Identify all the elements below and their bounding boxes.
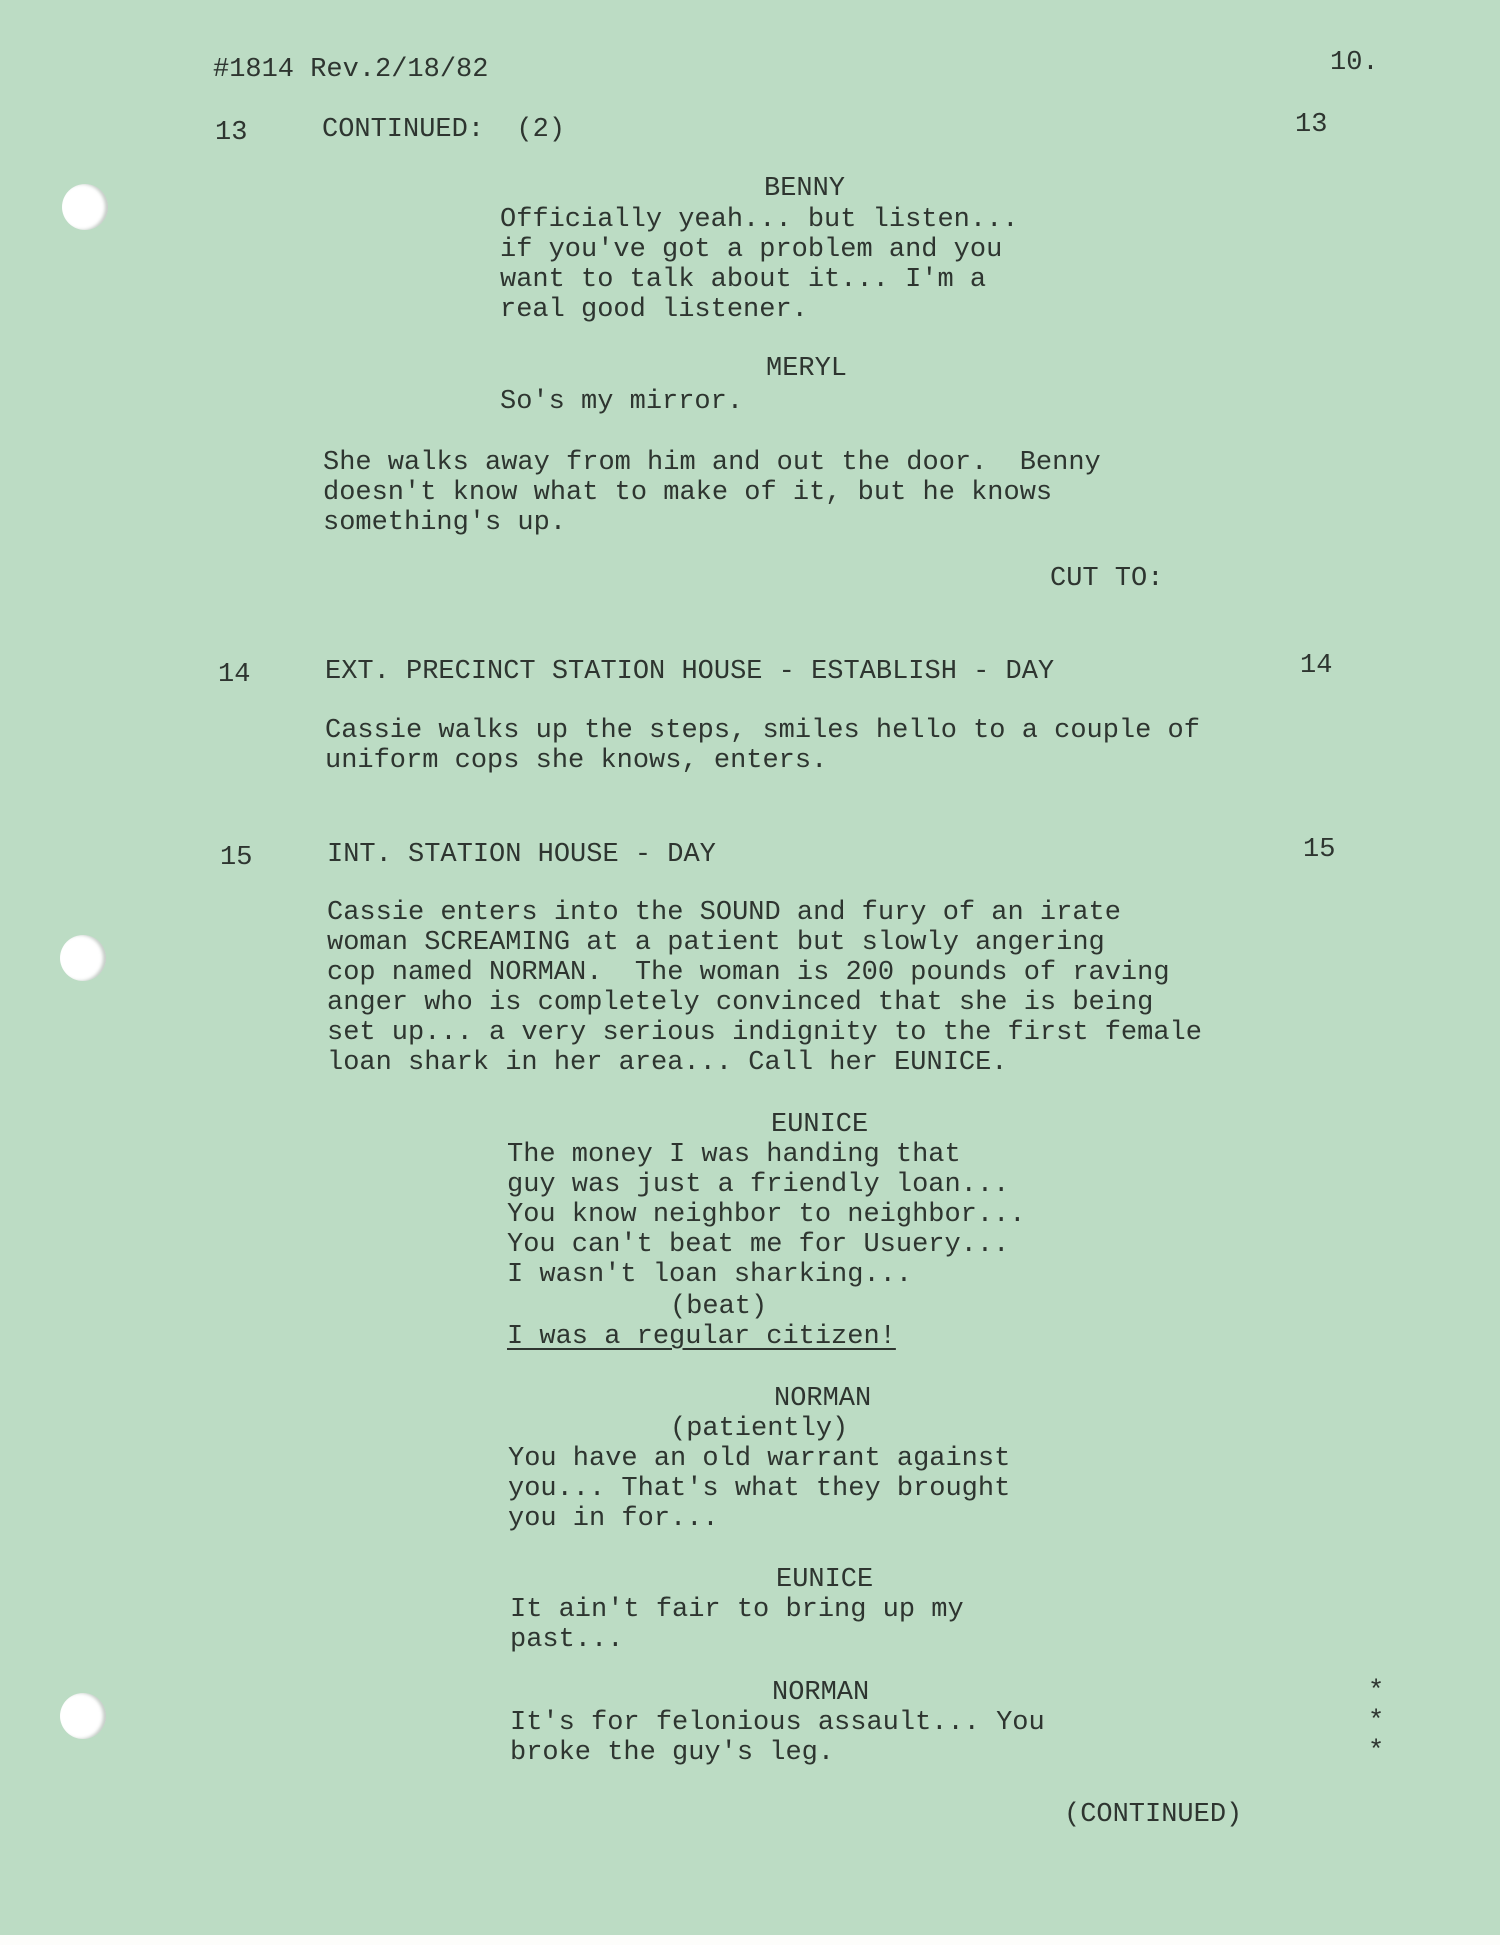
dialogue-line: You have an old warrant against xyxy=(508,1444,1011,1474)
scene-heading: INT. STATION HOUSE - DAY xyxy=(327,840,716,870)
scene-number-right: 13 xyxy=(1295,110,1328,140)
binder-hole-bottom xyxy=(60,1693,106,1739)
dialogue-line: You know neighbor to neighbor... xyxy=(507,1200,1026,1230)
character-name: EUNICE xyxy=(776,1565,874,1595)
action-line: anger who is completely convinced that she is being xyxy=(327,988,1154,1018)
action-block xyxy=(323,448,1101,538)
dialogue-block xyxy=(500,205,1018,325)
scene-heading: EXT. PRECINCT STATION HOUSE - ESTABLISH - DAY xyxy=(325,657,1055,687)
dialogue-line: broke the guy's leg. xyxy=(510,1738,835,1768)
continued-footer: (CONTINUED) xyxy=(1064,1800,1243,1830)
dialogue-line: So's my mirror. xyxy=(500,387,744,417)
action-line: something's up. xyxy=(323,508,567,538)
dialogue-line: I wasn't loan sharking... xyxy=(507,1260,913,1290)
dialogue-line: guy was just a friendly loan... xyxy=(507,1170,1010,1200)
page-number: 10. xyxy=(1330,48,1379,78)
dialogue-line: real good listener. xyxy=(500,295,808,325)
character-name: EUNICE xyxy=(771,1110,869,1140)
binder-hole-middle xyxy=(60,935,106,981)
dialogue-block xyxy=(507,1140,1025,1290)
character-name: MERYL xyxy=(766,354,848,384)
action-line: Cassie walks up the steps, smiles hello to a couple of xyxy=(325,716,1200,746)
dialogue-block xyxy=(508,1444,1010,1534)
character-name: NORMAN xyxy=(774,1384,872,1414)
parenthetical: (beat) xyxy=(670,1292,768,1322)
dialogue-line: The money I was handing that xyxy=(507,1140,961,1170)
action-line: woman SCREAMING at a patient but slowly angering xyxy=(327,928,1105,958)
dialogue-line: It ain't fair to bring up my xyxy=(510,1595,964,1625)
dialogue-line: Officially yeah... but listen... xyxy=(500,205,1019,235)
revision-marks xyxy=(1368,1677,1384,1767)
action-block xyxy=(325,716,1200,776)
scene-number-left: 13 xyxy=(215,118,248,148)
action-line: cop named NORMAN. The woman is 200 pounds of raving xyxy=(327,958,1170,988)
transition: CUT TO: xyxy=(1050,564,1164,594)
scene-continued-label: CONTINUED: (2) xyxy=(322,115,566,145)
dialogue-line: you in for... xyxy=(508,1504,719,1534)
scene-number-right: 15 xyxy=(1303,835,1336,865)
dialogue-block xyxy=(510,1708,1045,1768)
parenthetical: (patiently) xyxy=(670,1414,849,1444)
character-name: NORMAN xyxy=(772,1678,870,1708)
scene-number-left: 14 xyxy=(218,660,251,690)
action-line: She walks away from him and out the door. Benny xyxy=(323,448,1101,478)
dialogue-line: you... That's what they brought xyxy=(508,1474,1011,1504)
action-line: loan shark in her area... Call her EUNICE. xyxy=(327,1048,1008,1078)
action-line: Cassie enters into the SOUND and fury of an irate xyxy=(327,898,1121,928)
action-block xyxy=(327,898,1202,1078)
dialogue-line: if you've got a problem and you xyxy=(500,235,1003,265)
revision-asterisk: * xyxy=(1368,1737,1385,1767)
action-line: uniform cops she knows, enters. xyxy=(325,746,828,776)
scene-number-left: 15 xyxy=(220,843,253,873)
dialogue-line: It's for felonious assault... You xyxy=(510,1708,1045,1738)
action-line: set up... a very serious indignity to the first female xyxy=(327,1018,1202,1048)
dialogue-block xyxy=(510,1595,964,1655)
dialogue-line: past... xyxy=(510,1625,624,1655)
revision-asterisk: * xyxy=(1368,1677,1385,1707)
script-revision-id: #1814 Rev.2/18/82 xyxy=(213,55,489,85)
character-name: BENNY xyxy=(764,174,846,204)
revision-asterisk: * xyxy=(1368,1707,1385,1737)
dialogue-line-underlined: I was a regular citizen! xyxy=(507,1322,896,1352)
binder-hole-top xyxy=(62,184,108,230)
scene-number-right: 14 xyxy=(1300,651,1333,681)
dialogue-line: You can't beat me for Usuery... xyxy=(507,1230,1010,1260)
dialogue-line: want to talk about it... I'm a xyxy=(500,265,987,295)
action-line: doesn't know what to make of it, but he knows xyxy=(323,478,1053,508)
